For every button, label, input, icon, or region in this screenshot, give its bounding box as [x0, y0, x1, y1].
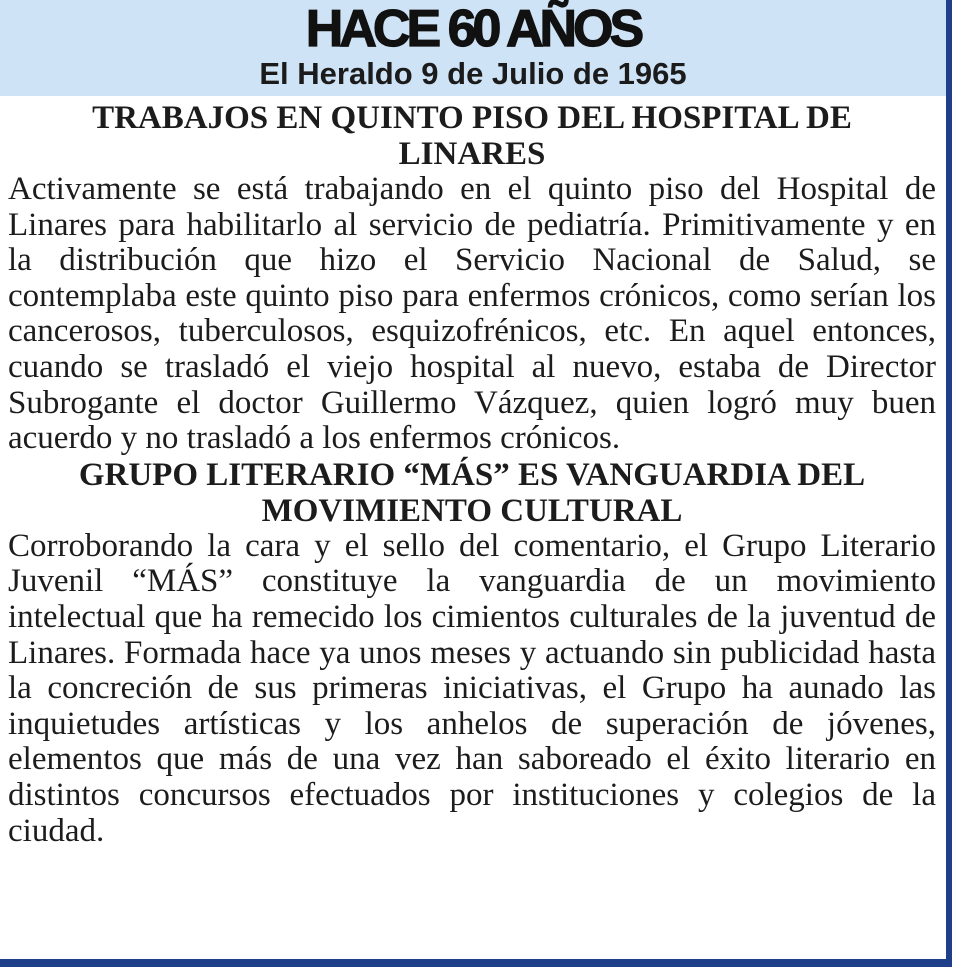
article-body: Activamente se está trabajando en el quinto piso del Hospital de Linares para habilitarlo al servicio de pediatría. Primitivamente y en la distribución que hizo el Servicio Nacional de Salud, se contemplaba este quinto piso para enfermos crónicos, como serían los cancerosos, tuberculosos, esquizofrénicos, etc. En aquel entonces, cuando se trasladó el viejo hospital al nuevo, estaba de Director Subrogante el doctor Guillermo Vázquez, quien logró muy buen acuerdo y no trasladó a los enfermos crónicos. [8, 171, 936, 457]
article-grupo-literario [8, 457, 936, 849]
article-body: Corroborando la cara y el sello del comentario, el Grupo Literario Juvenil “MÁS” constituye la vanguardia de un movimiento intelectual que ha remecido los cimientos culturales de la juventud de Linares. Formada hace ya unos meses y actuando sin publicidad hasta la concreción de sus primeras iniciativas, el Grupo ha aunado las inquietudes artísticas y los anhelos de superación de jóvenes, elementos que más de una vez han saboreado el éxito literario en distintos concursos efectuados por instituciones y colegios de la ciudad. [8, 527, 936, 849]
article-hospital [8, 100, 936, 457]
articles-container [0, 96, 946, 849]
article-headline: TRABAJOS EN QUINTO PISO DEL HOSPITAL DE LINARES [92, 100, 852, 172]
column-subtitle: El Heraldo 9 de Julio de 1965 [259, 56, 687, 91]
column-title: HACE 60 AÑOS [305, 0, 641, 58]
column-header [0, 0, 946, 96]
article-headline: GRUPO LITERARIO “MÁS” ES VANGUARDIA DEL MOVIMIENTO CULTURAL [78, 456, 866, 529]
